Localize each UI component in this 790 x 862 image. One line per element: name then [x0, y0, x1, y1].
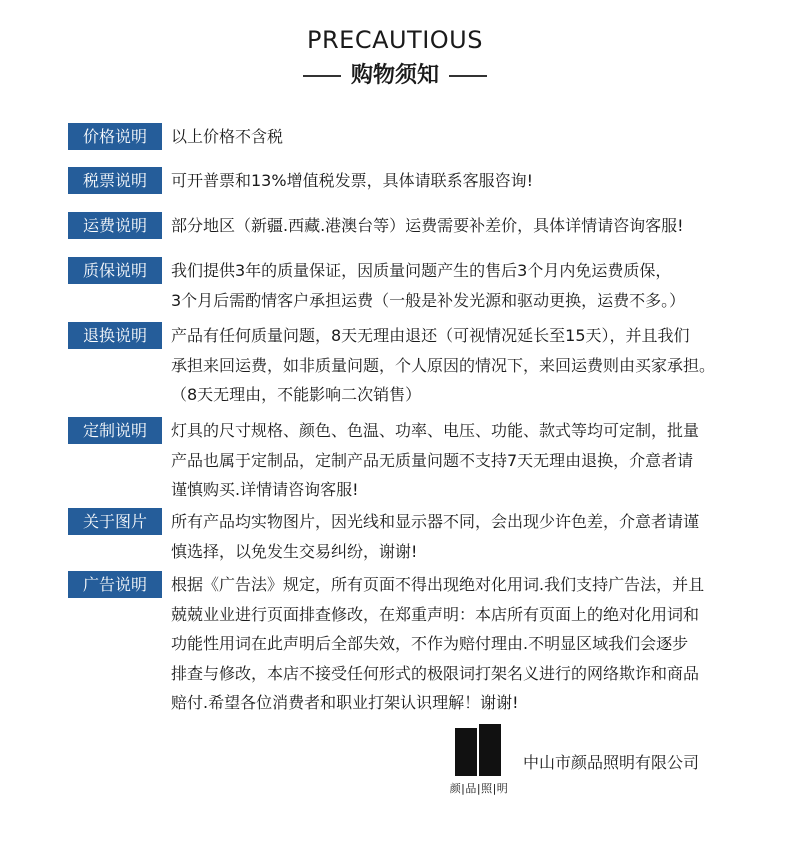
text-line: 慎选择，以免发生交易纠纷，谢谢! [171, 541, 418, 561]
text-line: （8天无理由，不能影响二次销售） [171, 385, 422, 404]
section-text [171, 416, 771, 505]
title-dash-left [303, 75, 341, 77]
text-line: 以上价格不含税 [171, 127, 284, 146]
text-line: 我们提供3年的质量保证，因质量问题产生的售后3个月内免运费质保， [171, 261, 672, 280]
logo-caption: 颜|品|照|明 [449, 782, 509, 795]
text-line: 部分地区（新疆.西藏.港澳台等）运费需要补差价，具体详情请咨询客服! [171, 216, 684, 235]
brand-logo [446, 724, 512, 794]
text-line: 排查与修改，本店不接受任何形式的极限词打架名义进行的网络欺诈和商品 [171, 663, 700, 683]
text-line: 所有产品均实物图片，因光线和显示器不同，会出现少许色差，介意者请谨 [171, 512, 700, 531]
section-tag: 广告说明 [68, 571, 162, 598]
section-tag: 质保说明 [68, 257, 162, 284]
section-text [171, 166, 771, 196]
section-tag: 价格说明 [68, 123, 162, 150]
section-tag: 关于图片 [68, 508, 162, 535]
section-tag: 退换说明 [68, 322, 162, 349]
title-dash-right [449, 75, 487, 77]
text-line: 赔付.希望各位消费者和职业打架认识理解！谢谢! [171, 693, 519, 712]
company-name: 中山市颜品照明有限公司 [523, 753, 700, 772]
text-line: 灯具的尺寸规格、颜色、色温、功率、电压、功能、款式等均可定制，批量 [171, 421, 700, 440]
text-line: 谨慎购买.详情请咨询客服! [171, 480, 359, 499]
section-text [171, 211, 771, 241]
text-line: 产品也属于定制品，定制产品无质量问题不支持7天无理由退换，介意者请 [171, 450, 694, 470]
section-tag: 运费说明 [68, 212, 162, 239]
text-line: 兢兢业业进行页面排查修改，在郑重声明：本店所有页面上的绝对化用词和 [171, 604, 700, 624]
text-line: 根据《广告法》规定，所有页面不得出现绝对化用词.我们支持广告法，并且 [171, 575, 705, 594]
text-line: 功能性用词在此声明后全部失效，不作为赔付理由.不明显区域我们会逐步 [171, 634, 689, 653]
section-text [171, 256, 771, 315]
section-tag: 税票说明 [68, 167, 162, 194]
page-title-chinese-text: 购物须知 [350, 63, 439, 88]
text-line: 可开普票和13%增值税发票，具体请联系客服咨询! [171, 171, 533, 190]
text-line: 承担来回运费，如非质量问题，个人原因的情况下，来回运费则由买家承担。 [171, 355, 716, 375]
section-text [171, 122, 771, 152]
page-title-chinese [0, 58, 790, 89]
logo-door-left [455, 728, 477, 776]
section-text [171, 321, 771, 410]
section-tag: 定制说明 [68, 417, 162, 444]
section-text [171, 570, 771, 718]
page-title-english: PRECAUTIOUS [307, 26, 483, 54]
logo-door-right [479, 724, 501, 776]
text-line: 产品有任何质量问题，8天无理由退还（可视情况延长至15天），并且我们 [171, 326, 690, 345]
text-line: 3个月后需酌情客户承担运费（一般是补发光源和驱动更换，运费不多。） [171, 290, 686, 310]
section-text [171, 507, 771, 566]
